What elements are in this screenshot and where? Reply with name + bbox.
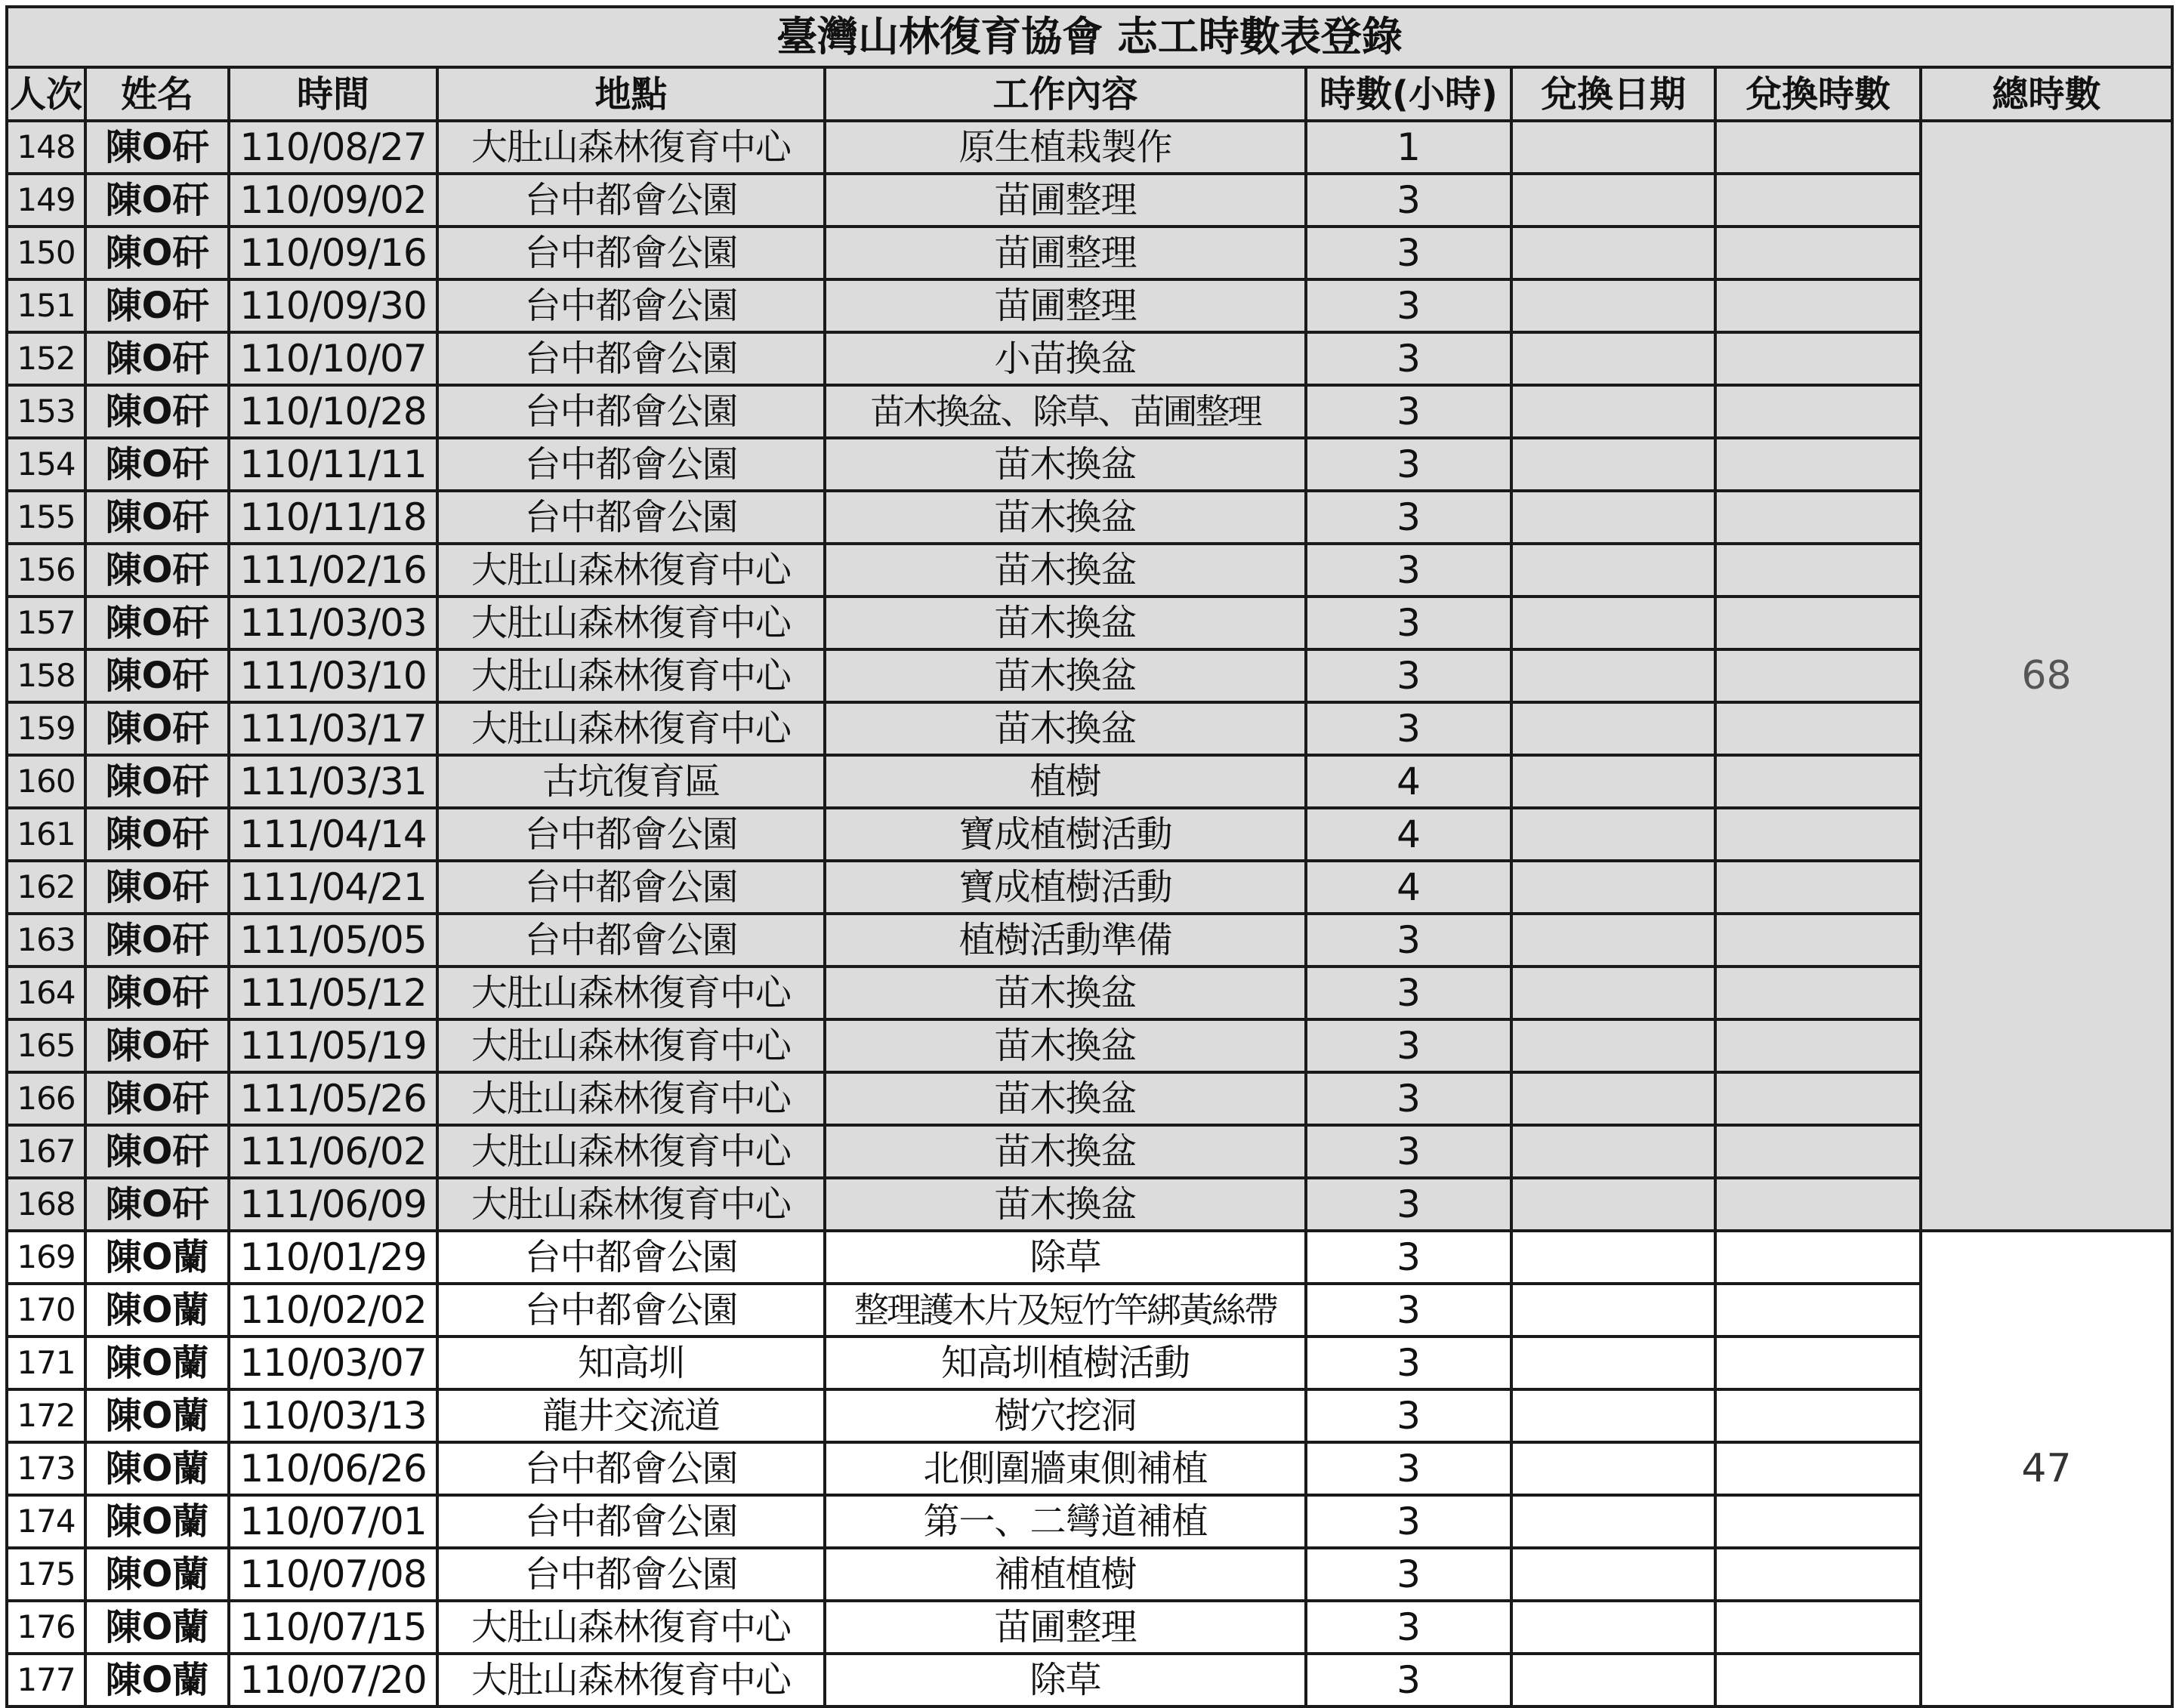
cell-hours: 1	[1306, 121, 1511, 174]
cell-work: 北側圍牆東側補植	[825, 1442, 1306, 1495]
cell-work: 苗木換盆	[825, 544, 1306, 597]
cell-redeem-date	[1511, 491, 1715, 544]
cell-hours: 3	[1306, 1125, 1511, 1178]
cell-work: 苗圃整理	[825, 279, 1306, 332]
header-row	[7, 67, 2172, 121]
cell-seq: 148	[7, 121, 85, 174]
cell-hours: 4	[1306, 808, 1511, 861]
cell-date: 110/09/30	[229, 279, 437, 332]
cell-redeem-date	[1511, 385, 1715, 438]
cell-date: 110/09/02	[229, 174, 437, 227]
table-row	[7, 385, 2172, 438]
cell-name: 陳O蘭	[85, 1231, 229, 1284]
cell-date: 111/03/10	[229, 649, 437, 702]
table-row	[7, 491, 2172, 544]
table-row	[7, 544, 2172, 597]
cell-redeem-date	[1511, 597, 1715, 649]
cell-date: 110/07/15	[229, 1601, 437, 1654]
cell-work: 苗木換盆	[825, 597, 1306, 649]
table-row	[7, 914, 2172, 967]
cell-seq: 160	[7, 755, 85, 808]
cell-redeem-date	[1511, 967, 1715, 1019]
cell-hours: 3	[1306, 1442, 1511, 1495]
cell-place: 大肚山森林復育中心	[437, 967, 825, 1019]
cell-redeem-hours	[1715, 1389, 1921, 1442]
cell-hours: 3	[1306, 227, 1511, 279]
cell-place: 大肚山森林復育中心	[437, 1178, 825, 1231]
cell-date: 111/05/19	[229, 1019, 437, 1072]
cell-hours: 4	[1306, 755, 1511, 808]
cell-name: 陳O蘭	[85, 1336, 229, 1389]
cell-name: 陳O矸	[85, 967, 229, 1019]
table-row	[7, 808, 2172, 861]
cell-name: 陳O蘭	[85, 1389, 229, 1442]
cell-place: 大肚山森林復育中心	[437, 544, 825, 597]
cell-date: 110/10/07	[229, 332, 437, 385]
cell-name: 陳O矸	[85, 1178, 229, 1231]
cell-seq: 171	[7, 1336, 85, 1389]
cell-place: 大肚山森林復育中心	[437, 702, 825, 755]
cell-date: 110/07/08	[229, 1548, 437, 1601]
cell-place: 大肚山森林復育中心	[437, 1072, 825, 1125]
cell-name: 陳O矸	[85, 1072, 229, 1125]
cell-name: 陳O矸	[85, 438, 229, 491]
table-row	[7, 332, 2172, 385]
cell-hours: 3	[1306, 1654, 1511, 1706]
cell-redeem-hours	[1715, 1495, 1921, 1548]
cell-place: 大肚山森林復育中心	[437, 1601, 825, 1654]
cell-place: 大肚山森林復育中心	[437, 597, 825, 649]
table-row	[7, 1442, 2172, 1495]
cell-redeem-hours	[1715, 755, 1921, 808]
cell-seq: 168	[7, 1178, 85, 1231]
cell-place: 大肚山森林復育中心	[437, 1019, 825, 1072]
cell-date: 110/07/20	[229, 1654, 437, 1706]
cell-name: 陳O矸	[85, 385, 229, 438]
cell-work: 苗圃整理	[825, 174, 1306, 227]
table-row	[7, 438, 2172, 491]
cell-date: 110/02/02	[229, 1284, 437, 1336]
cell-name: 陳O矸	[85, 597, 229, 649]
cell-seq: 166	[7, 1072, 85, 1125]
cell-seq: 154	[7, 438, 85, 491]
cell-date: 111/04/21	[229, 861, 437, 914]
cell-date: 111/03/03	[229, 597, 437, 649]
cell-redeem-hours	[1715, 1072, 1921, 1125]
cell-redeem-date	[1511, 121, 1715, 174]
volunteer-hours-table	[5, 5, 2174, 1708]
cell-name: 陳O矸	[85, 1019, 229, 1072]
cell-work: 原生植栽製作	[825, 121, 1306, 174]
cell-date: 111/04/14	[229, 808, 437, 861]
table-row	[7, 1178, 2172, 1231]
cell-work: 樹穴挖洞	[825, 1389, 1306, 1442]
cell-seq: 165	[7, 1019, 85, 1072]
cell-name: 陳O矸	[85, 544, 229, 597]
cell-place: 台中都會公園	[437, 1495, 825, 1548]
cell-redeem-hours	[1715, 1336, 1921, 1389]
table-row	[7, 1231, 2172, 1284]
cell-redeem-hours	[1715, 438, 1921, 491]
cell-seq: 150	[7, 227, 85, 279]
cell-name: 陳O矸	[85, 121, 229, 174]
cell-place: 台中都會公園	[437, 279, 825, 332]
header-redeem-date: 兌換日期	[1511, 67, 1715, 121]
table-row	[7, 702, 2172, 755]
cell-hours: 3	[1306, 332, 1511, 385]
table-row	[7, 1654, 2172, 1706]
cell-work: 第一、二彎道補植	[825, 1495, 1306, 1548]
cell-redeem-hours	[1715, 332, 1921, 385]
cell-redeem-hours	[1715, 1548, 1921, 1601]
cell-redeem-hours	[1715, 861, 1921, 914]
cell-name: 陳O矸	[85, 914, 229, 967]
cell-redeem-hours	[1715, 649, 1921, 702]
cell-redeem-date	[1511, 1601, 1715, 1654]
cell-date: 110/03/07	[229, 1336, 437, 1389]
cell-work: 苗木換盆	[825, 649, 1306, 702]
table-row	[7, 1019, 2172, 1072]
cell-redeem-hours	[1715, 544, 1921, 597]
cell-redeem-date	[1511, 755, 1715, 808]
cell-date: 111/02/16	[229, 544, 437, 597]
cell-work: 苗木換盆	[825, 1178, 1306, 1231]
cell-work: 植樹	[825, 755, 1306, 808]
cell-date: 111/06/02	[229, 1125, 437, 1178]
table-row	[7, 174, 2172, 227]
cell-seq: 176	[7, 1601, 85, 1654]
cell-hours: 3	[1306, 1389, 1511, 1442]
cell-work: 苗圃整理	[825, 1601, 1306, 1654]
cell-name: 陳O矸	[85, 702, 229, 755]
header-total: 總時數	[1921, 67, 2172, 121]
cell-redeem-hours	[1715, 1019, 1921, 1072]
cell-redeem-date	[1511, 1495, 1715, 1548]
table-row	[7, 597, 2172, 649]
table-row	[7, 121, 2172, 174]
cell-hours: 3	[1306, 174, 1511, 227]
cell-name: 陳O蘭	[85, 1548, 229, 1601]
cell-redeem-hours	[1715, 1654, 1921, 1706]
cell-redeem-hours	[1715, 1442, 1921, 1495]
table-row	[7, 1601, 2172, 1654]
cell-total-hours: 47	[1921, 1231, 2172, 1706]
cell-redeem-hours	[1715, 491, 1921, 544]
cell-work: 苗木換盆	[825, 491, 1306, 544]
cell-redeem-hours	[1715, 967, 1921, 1019]
cell-date: 110/08/27	[229, 121, 437, 174]
cell-seq: 170	[7, 1284, 85, 1336]
cell-work: 苗木換盆	[825, 702, 1306, 755]
cell-work: 除草	[825, 1654, 1306, 1706]
cell-place: 知高圳	[437, 1336, 825, 1389]
cell-place: 台中都會公園	[437, 227, 825, 279]
cell-seq: 152	[7, 332, 85, 385]
table-row	[7, 1072, 2172, 1125]
header-name: 姓名	[85, 67, 229, 121]
header-work: 工作內容	[825, 67, 1306, 121]
cell-name: 陳O蘭	[85, 1601, 229, 1654]
cell-hours: 3	[1306, 1019, 1511, 1072]
cell-seq: 149	[7, 174, 85, 227]
cell-hours: 3	[1306, 702, 1511, 755]
table-row	[7, 1125, 2172, 1178]
table-row	[7, 861, 2172, 914]
cell-redeem-hours	[1715, 279, 1921, 332]
cell-date: 110/11/18	[229, 491, 437, 544]
table-body	[7, 121, 2172, 1706]
cell-work: 苗木換盆	[825, 1125, 1306, 1178]
cell-redeem-date	[1511, 808, 1715, 861]
cell-redeem-hours	[1715, 808, 1921, 861]
cell-name: 陳O矸	[85, 174, 229, 227]
cell-date: 110/09/16	[229, 227, 437, 279]
cell-work: 整理護木片及短竹竿綁黃絲帶	[825, 1284, 1306, 1336]
table-row	[7, 227, 2172, 279]
cell-redeem-hours	[1715, 227, 1921, 279]
cell-hours: 3	[1306, 279, 1511, 332]
table-row	[7, 1495, 2172, 1548]
cell-date: 111/06/09	[229, 1178, 437, 1231]
cell-hours: 3	[1306, 1548, 1511, 1601]
cell-place: 台中都會公園	[437, 174, 825, 227]
cell-redeem-date	[1511, 279, 1715, 332]
cell-redeem-date	[1511, 649, 1715, 702]
cell-redeem-date	[1511, 1336, 1715, 1389]
cell-redeem-date	[1511, 1442, 1715, 1495]
cell-redeem-hours	[1715, 1284, 1921, 1336]
cell-date: 111/03/31	[229, 755, 437, 808]
cell-date: 110/01/29	[229, 1231, 437, 1284]
cell-redeem-hours	[1715, 597, 1921, 649]
cell-redeem-date	[1511, 914, 1715, 967]
cell-hours: 3	[1306, 1601, 1511, 1654]
cell-date: 110/07/01	[229, 1495, 437, 1548]
cell-place: 台中都會公園	[437, 808, 825, 861]
cell-name: 陳O矸	[85, 649, 229, 702]
cell-hours: 3	[1306, 967, 1511, 1019]
cell-seq: 163	[7, 914, 85, 967]
cell-redeem-hours	[1715, 385, 1921, 438]
cell-date: 111/03/17	[229, 702, 437, 755]
cell-date: 110/03/13	[229, 1389, 437, 1442]
cell-date: 110/10/28	[229, 385, 437, 438]
cell-place: 台中都會公園	[437, 438, 825, 491]
cell-redeem-hours	[1715, 174, 1921, 227]
cell-place: 台中都會公園	[437, 1231, 825, 1284]
cell-redeem-date	[1511, 227, 1715, 279]
cell-seq: 169	[7, 1231, 85, 1284]
cell-place: 大肚山森林復育中心	[437, 1654, 825, 1706]
cell-place: 大肚山森林復育中心	[437, 1125, 825, 1178]
cell-name: 陳O蘭	[85, 1495, 229, 1548]
cell-redeem-hours	[1715, 121, 1921, 174]
cell-hours: 3	[1306, 1336, 1511, 1389]
header-seq: 人次	[7, 67, 85, 121]
table-row	[7, 1336, 2172, 1389]
cell-date: 110/06/26	[229, 1442, 437, 1495]
cell-hours: 3	[1306, 1231, 1511, 1284]
cell-hours: 3	[1306, 597, 1511, 649]
cell-seq: 156	[7, 544, 85, 597]
cell-hours: 3	[1306, 914, 1511, 967]
header-hours: 時數(小時)	[1306, 67, 1511, 121]
header-redeem-hours: 兌換時數	[1715, 67, 1921, 121]
cell-hours: 3	[1306, 1284, 1511, 1336]
cell-redeem-hours	[1715, 1178, 1921, 1231]
cell-place: 台中都會公園	[437, 385, 825, 438]
cell-work: 苗木換盆	[825, 967, 1306, 1019]
header-place: 地點	[437, 67, 825, 121]
cell-name: 陳O蘭	[85, 1284, 229, 1336]
cell-work: 植樹活動準備	[825, 914, 1306, 967]
cell-redeem-date	[1511, 1125, 1715, 1178]
table-row	[7, 279, 2172, 332]
cell-work: 苗木換盆	[825, 438, 1306, 491]
cell-redeem-date	[1511, 1231, 1715, 1284]
cell-redeem-date	[1511, 1072, 1715, 1125]
cell-date: 111/05/12	[229, 967, 437, 1019]
cell-redeem-date	[1511, 438, 1715, 491]
cell-place: 台中都會公園	[437, 1284, 825, 1336]
cell-redeem-date	[1511, 1284, 1715, 1336]
cell-redeem-date	[1511, 1178, 1715, 1231]
cell-place: 大肚山森林復育中心	[437, 121, 825, 174]
table-row	[7, 1389, 2172, 1442]
cell-redeem-date	[1511, 702, 1715, 755]
table-row	[7, 755, 2172, 808]
cell-work: 苗木換盆	[825, 1019, 1306, 1072]
cell-hours: 3	[1306, 385, 1511, 438]
table-row	[7, 967, 2172, 1019]
cell-name: 陳O矸	[85, 1125, 229, 1178]
cell-place: 台中都會公園	[437, 914, 825, 967]
cell-work: 苗木換盆	[825, 1072, 1306, 1125]
cell-redeem-hours	[1715, 702, 1921, 755]
cell-hours: 3	[1306, 1178, 1511, 1231]
cell-place: 台中都會公園	[437, 1442, 825, 1495]
cell-work: 知高圳植樹活動	[825, 1336, 1306, 1389]
cell-redeem-hours	[1715, 1231, 1921, 1284]
cell-name: 陳O矸	[85, 808, 229, 861]
cell-seq: 158	[7, 649, 85, 702]
sheet-title: 臺灣山林復育協會 志工時數表登錄	[7, 7, 2172, 67]
cell-seq: 153	[7, 385, 85, 438]
cell-seq: 162	[7, 861, 85, 914]
cell-seq: 164	[7, 967, 85, 1019]
cell-seq: 174	[7, 1495, 85, 1548]
cell-hours: 3	[1306, 649, 1511, 702]
cell-seq: 172	[7, 1389, 85, 1442]
cell-work: 寶成植樹活動	[825, 808, 1306, 861]
cell-date: 111/05/26	[229, 1072, 437, 1125]
cell-redeem-date	[1511, 1389, 1715, 1442]
cell-name: 陳O矸	[85, 861, 229, 914]
cell-seq: 151	[7, 279, 85, 332]
cell-seq: 159	[7, 702, 85, 755]
cell-name: 陳O矸	[85, 755, 229, 808]
cell-seq: 173	[7, 1442, 85, 1495]
cell-work: 苗木換盆、除草、苗圃整理	[825, 385, 1306, 438]
cell-name: 陳O矸	[85, 332, 229, 385]
cell-seq: 161	[7, 808, 85, 861]
cell-redeem-hours	[1715, 1601, 1921, 1654]
cell-name: 陳O矸	[85, 227, 229, 279]
cell-hours: 3	[1306, 544, 1511, 597]
cell-total-hours: 68	[1921, 121, 2172, 1231]
cell-work: 除草	[825, 1231, 1306, 1284]
cell-date: 111/05/05	[229, 914, 437, 967]
cell-hours: 3	[1306, 438, 1511, 491]
cell-place: 大肚山森林復育中心	[437, 649, 825, 702]
table-row	[7, 1548, 2172, 1601]
cell-redeem-date	[1511, 861, 1715, 914]
cell-date: 110/11/11	[229, 438, 437, 491]
cell-seq: 167	[7, 1125, 85, 1178]
cell-seq: 175	[7, 1548, 85, 1601]
cell-redeem-date	[1511, 1654, 1715, 1706]
cell-name: 陳O蘭	[85, 1654, 229, 1706]
cell-seq: 157	[7, 597, 85, 649]
cell-hours: 3	[1306, 1072, 1511, 1125]
header-date: 時間	[229, 67, 437, 121]
cell-place: 龍井交流道	[437, 1389, 825, 1442]
cell-work: 小苗換盆	[825, 332, 1306, 385]
cell-work: 寶成植樹活動	[825, 861, 1306, 914]
cell-place: 古坑復育區	[437, 755, 825, 808]
cell-redeem-date	[1511, 1548, 1715, 1601]
cell-place: 台中都會公園	[437, 1548, 825, 1601]
cell-place: 台中都會公園	[437, 861, 825, 914]
cell-work: 苗圃整理	[825, 227, 1306, 279]
cell-redeem-hours	[1715, 914, 1921, 967]
cell-redeem-date	[1511, 544, 1715, 597]
cell-place: 台中都會公園	[437, 491, 825, 544]
table-row	[7, 1284, 2172, 1336]
cell-name: 陳O矸	[85, 279, 229, 332]
cell-place: 台中都會公園	[437, 332, 825, 385]
cell-seq: 177	[7, 1654, 85, 1706]
cell-redeem-date	[1511, 174, 1715, 227]
cell-hours: 3	[1306, 491, 1511, 544]
cell-redeem-hours	[1715, 1125, 1921, 1178]
cell-work: 補植植樹	[825, 1548, 1306, 1601]
cell-redeem-date	[1511, 332, 1715, 385]
cell-name: 陳O蘭	[85, 1442, 229, 1495]
cell-hours: 3	[1306, 1495, 1511, 1548]
cell-seq: 155	[7, 491, 85, 544]
cell-name: 陳O矸	[85, 491, 229, 544]
cell-hours: 4	[1306, 861, 1511, 914]
table-row	[7, 649, 2172, 702]
cell-redeem-date	[1511, 1019, 1715, 1072]
